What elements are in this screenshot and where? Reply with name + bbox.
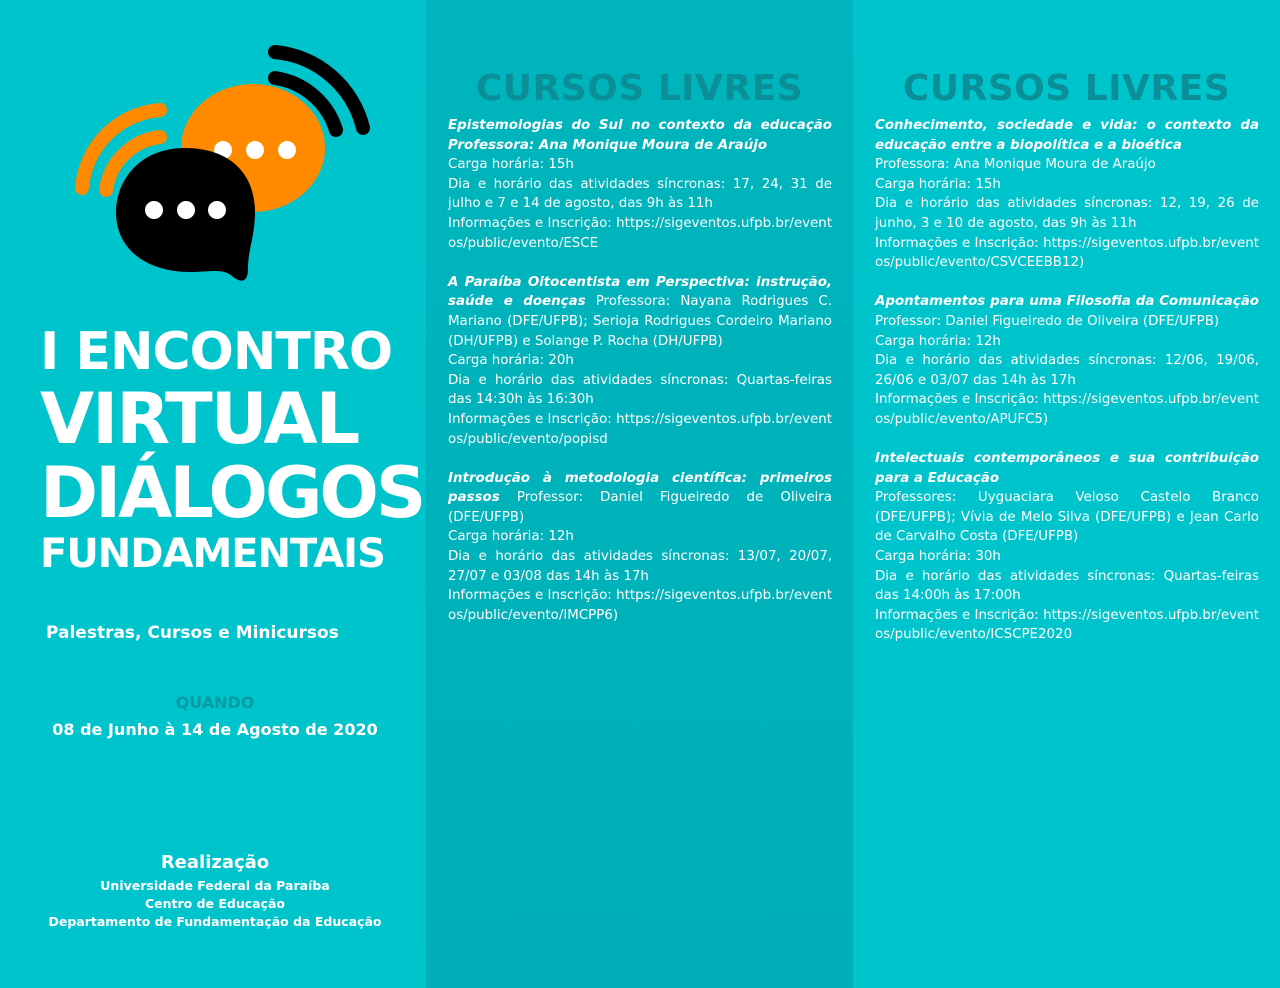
course-workload: Carga horária: 20h (448, 353, 574, 369)
course-list (448, 116, 832, 645)
event-subtitle: Palestras, Cursos e Minicursos (46, 623, 339, 643)
course-item (875, 116, 1259, 273)
course-info (448, 214, 832, 253)
course-list (875, 116, 1259, 665)
credits-line: Departamento de Fundamentação da Educação (48, 914, 382, 929)
info-label: Informações e Inscrição: (448, 215, 612, 231)
registration-link[interactable]: https://sigeventos.ufpb.br/eventos/public/evento/IMCPP6) (448, 588, 832, 623)
title-line-1: I ENCONTRO (40, 322, 393, 383)
registration-link[interactable]: https://sigeventos.ufpb.br/eventos/public/evento/APUFC5) (875, 392, 1259, 427)
title-line-4: FUNDAMENTAIS (40, 531, 385, 578)
title-line-3: DIÁLOGOS (40, 452, 424, 535)
course-teacher: Professor: Daniel Figueiredo de Oliveira (DFE/UFPB) (875, 313, 1220, 329)
event-title (40, 322, 424, 578)
info-label: Informações e Inscrição: (448, 411, 612, 427)
course-info (448, 586, 832, 625)
course-workload: Carga horária: 30h (875, 549, 1001, 565)
course-title: Intelectuais contemporâneos e sua contribuição para a Educação (875, 451, 1259, 486)
when-label: QUANDO (175, 693, 255, 712)
credits (0, 852, 430, 931)
left-panel (0, 0, 426, 988)
course-title: Introdução à metodologia científica: primeiros passos (448, 470, 832, 506)
course-teacher: Professor: Daniel Figueiredo de Oliveira (DFE/UFPB) (448, 490, 832, 525)
course-item (448, 116, 832, 253)
registration-link[interactable]: https://sigeventos.ufpb.br/eventos/public/evento/ICSCPE2020 (875, 607, 1259, 643)
info-label: Informações e Inscrição: (448, 588, 612, 604)
course-schedule: Dia e horário das atividades síncronas: Quartas-feiras das 14:00h às 17:00h (875, 568, 1259, 604)
chat-bubbles-icon (60, 40, 380, 290)
title-line-2: VIRTUAL (40, 378, 359, 461)
course-workload: Carga horária: 12h (448, 529, 574, 545)
course-schedule: Dia e horário das atividades síncronas: 12, 19, 26 de junho, 3 e 10 de agosto, das 9h às 11h (875, 196, 1259, 231)
course-title: Epistemologias do Sul no contexto da educação Professora: Ana Monique Moura de Araújo (448, 118, 832, 153)
course-info (448, 410, 832, 449)
course-title: Conhecimento, sociedade e vida: o contexto da educação entre a biopolítica e a bioética (875, 118, 1259, 153)
course-teacher: Professora: Nayana Rodrigues C. Mariano (DFE/UFPB); Serioja Rodrigues Cordeiro Mariano (DH/UFPB) e Solange P. Rocha (DH/UFPB) (448, 294, 832, 349)
course-workload: Carga horária: 15h (448, 157, 574, 173)
right-panel (853, 0, 1280, 988)
event-dates: 08 de Junho à 14 de Agosto de 2020 (52, 720, 378, 739)
course-schedule: Dia e horário das atividades síncronas: 12/06, 19/06, 26/06 e 03/07 das 14h às 17h (875, 353, 1259, 388)
column-heading: CURSOS LIVRES (902, 67, 1231, 109)
middle-panel (426, 0, 853, 988)
info-label: Informações e Inscrição: (875, 607, 1039, 623)
registration-link[interactable]: https://sigeventos.ufpb.br/eventos/public/evento/CSVCEEBB12) (875, 235, 1259, 271)
info-label: Informações e Inscrição: (875, 392, 1039, 408)
course-workload: Carga horária: 12h (875, 333, 1001, 349)
course-item (448, 273, 832, 449)
course-schedule: Dia e horário das atividades síncronas: Quartas-feiras das 14:30h às 16:30h (448, 372, 832, 408)
course-teacher: Professora: Ana Monique Moura de Araújo (875, 157, 1156, 173)
registration-link[interactable]: https://sigeventos.ufpb.br/eventos/public/evento/popisd (448, 411, 832, 447)
column-heading: CURSOS LIVRES (475, 67, 804, 109)
credits-line: Universidade Federal da Paraíba (100, 878, 330, 893)
course-title: A Paraíba Oitocentista em Perspectiva: instrução, saúde e doenças (448, 274, 832, 310)
course-teacher: Professores: Uyguaciara Veloso Castelo Branco (DFE/UFPB); Vívia de Melo Silva (DFE/UFPB) e Jean Carlo de Carvalho Costa (DFE/UFPB) (875, 490, 1259, 545)
course-item (448, 469, 832, 626)
credits-line: Centro de Educação (144, 896, 286, 911)
course-info (875, 390, 1259, 429)
course-workload: Carga horária: 15h (875, 176, 1001, 192)
info-label: Informações e Inscrição: (875, 235, 1039, 251)
course-schedule: Dia e horário das atividades síncronas: 13/07, 20/07, 27/07 e 03/08 das 14h às 17h (448, 549, 832, 584)
course-item (875, 292, 1259, 429)
registration-link[interactable]: https://sigeventos.ufpb.br/eventos/public/evento/ESCE (448, 215, 832, 251)
course-schedule: Dia e horário das atividades síncronas: 17, 24, 31 de julho e 7 e 14 de agosto, das 9h às 11h (448, 176, 832, 212)
course-info (875, 606, 1259, 645)
course-title: Apontamentos para uma Filosofia da Comunicação (875, 294, 1259, 310)
credits-title: Realização (160, 852, 270, 873)
course-item (875, 449, 1259, 645)
course-info (875, 234, 1259, 273)
